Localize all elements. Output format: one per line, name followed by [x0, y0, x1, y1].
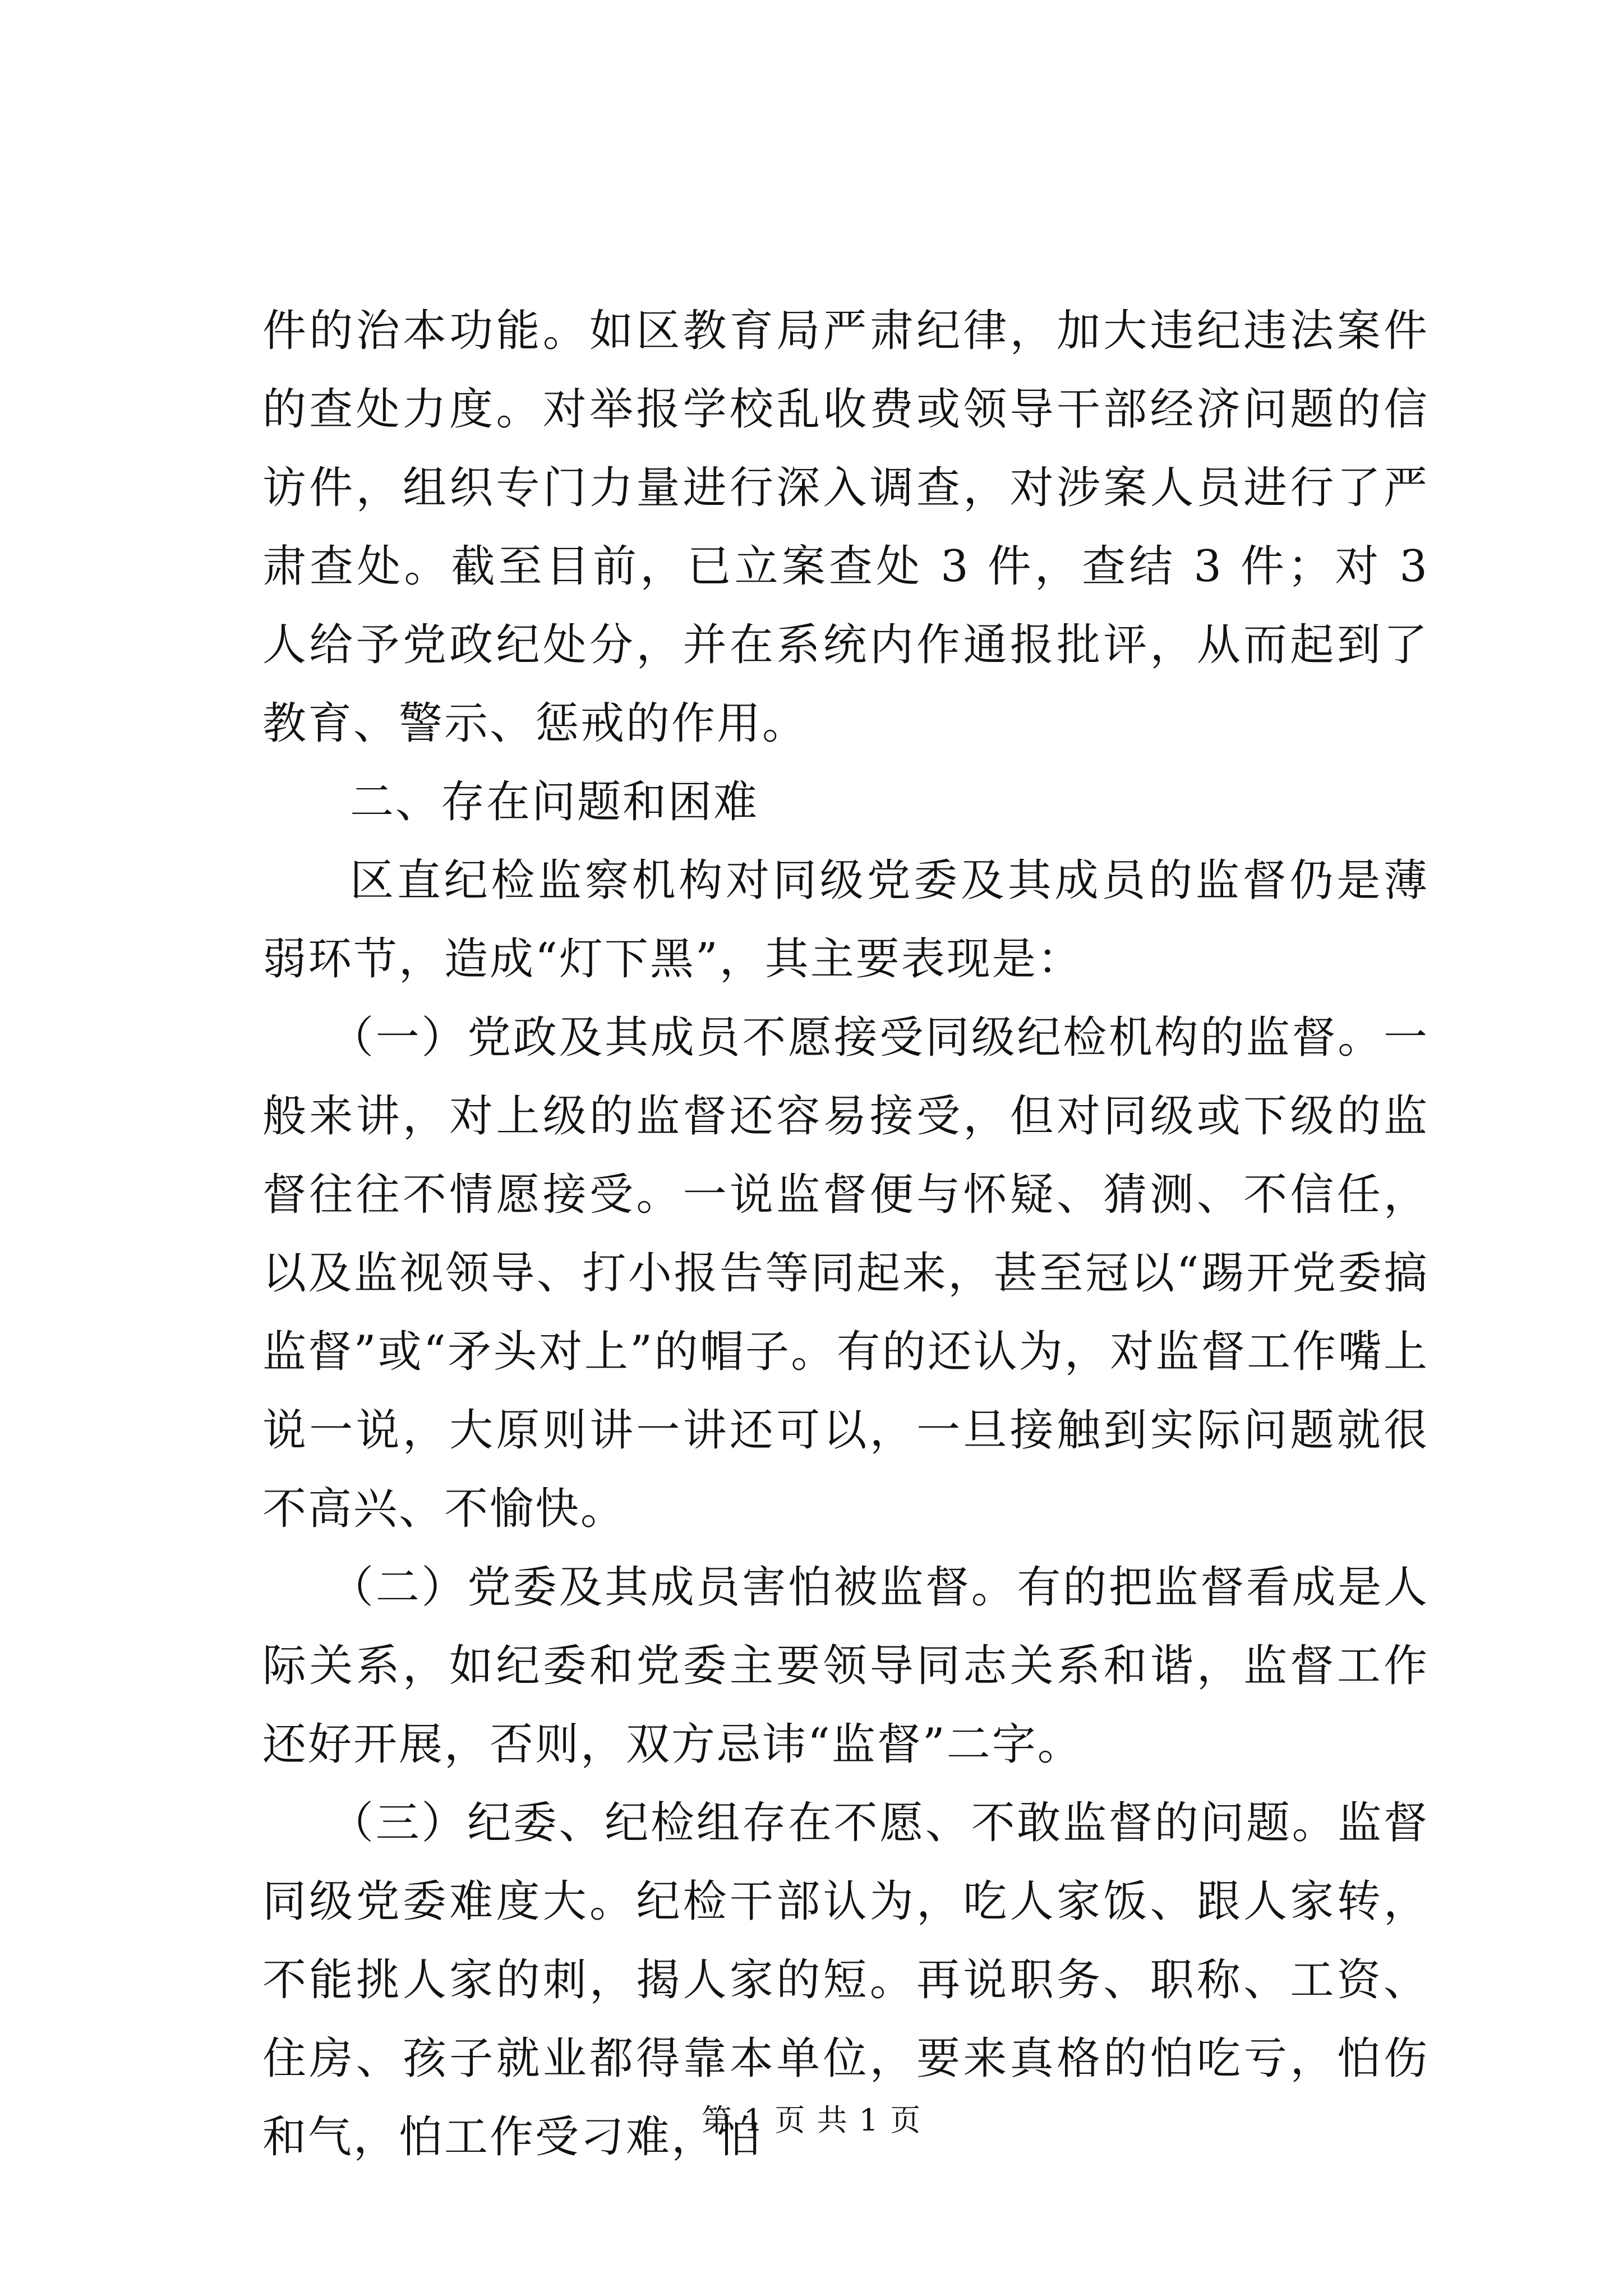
- paragraph-continuation: 件的治本功能。如区教育局严肃纪律，加大违纪违法案件的查处力度。对举报学校乱收费或领导干部经济问题的信访件，组织专门力量进行深入调查，对涉案人员进行了严肃查处。截至目前，已立案查处 3 件，查结 3 件；对 3 人给予党政纪处分，并在系统内作通报批评，从而起到了教育、警示、惩戒的作用。: [262, 306, 1429, 749]
- paragraph-item-3: （三）纪委、纪检组存在不愿、不敢监督的问题。监督同级党委难度大。纪检干部认为，吃人家饭、跟人家转，不能挑人家的刺，揭人家的短。再说职务、职称、工资、住房、孩子就业都得靠本单位，要来真格的怕吃亏，怕伤和气，怕工作受刁难，怕: [262, 1798, 1429, 2162]
- section-heading: 二、存在问题和困难: [350, 777, 759, 827]
- paragraph-item-2: （二）党委及其成员害怕被监督。有的把监督看成是人际关系，如纪委和党委主要领导同志关系和谐，监督工作还好开展，否则，双方忌讳“监督”二字。: [262, 1562, 1429, 1770]
- document-body: [262, 292, 1429, 2177]
- page-footer: 第 1 页 共 1 页: [701, 2102, 922, 2138]
- paragraph-item-1: （一）党政及其成员不愿接受同级纪检机构的监督。一般来讲，对上级的监督还容易接受，但对同级或下级的监督往往不情愿接受。一说监督便与怀疑、猜测、不信任，以及监视领导、打小报告等同起来，甚至冠以“踢开党委搞监督”或“矛头对上”的帽子。有的还认为，对监督工作嘴上说一说，大原则讲一讲还可以，一旦接触到实际问题就很不高兴、不愉快。: [262, 1013, 1429, 1534]
- paragraph-intro: 区直纪检监察机构对同级党委及其成员的监督仍是薄弱环节，造成“灯下黑”，其主要表现是：: [262, 855, 1429, 984]
